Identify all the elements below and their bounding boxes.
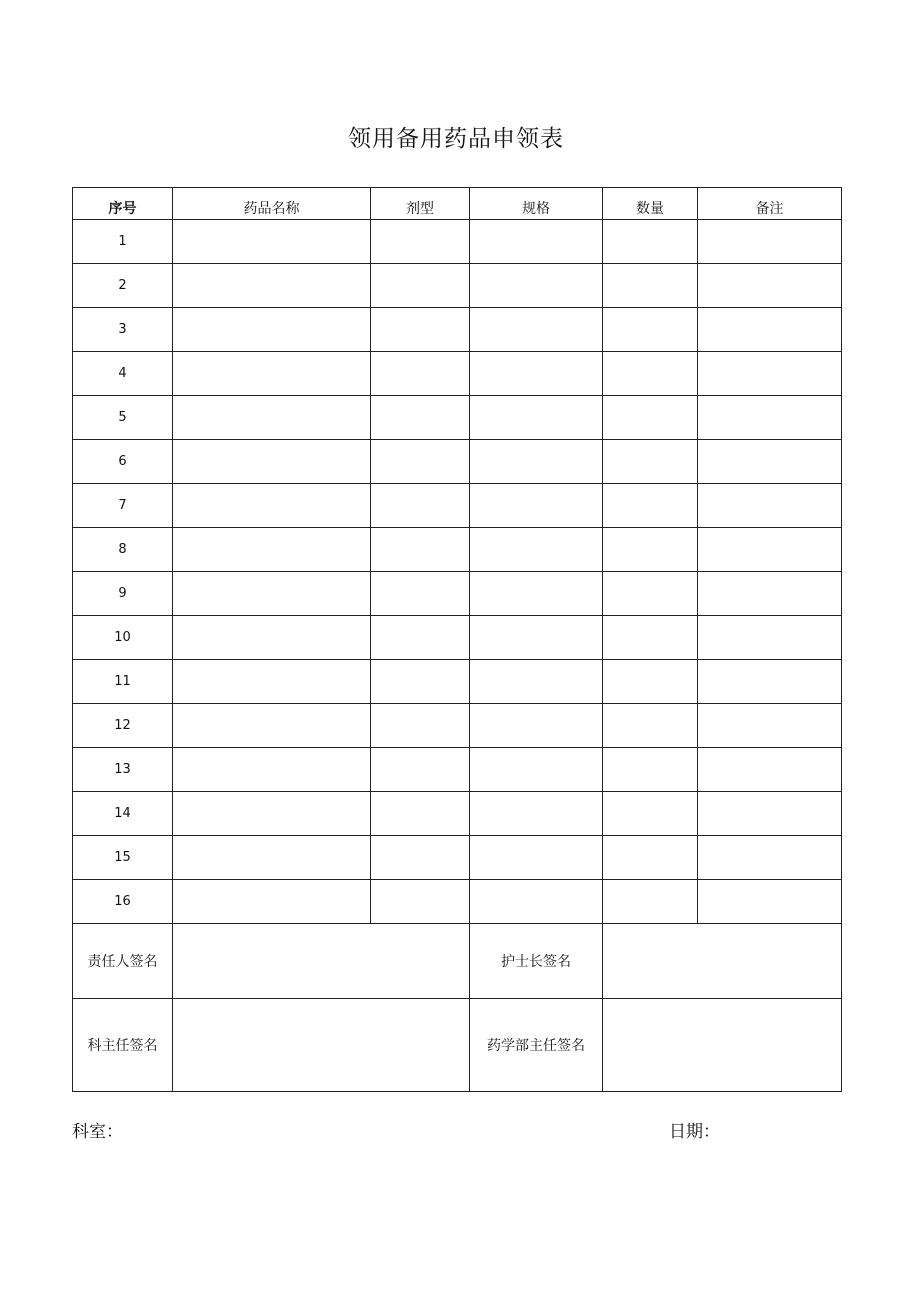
- drug-name-cell[interactable]: [173, 440, 371, 484]
- quantity-cell[interactable]: [603, 572, 698, 616]
- row-number: 12: [73, 704, 173, 748]
- dosage-form-cell[interactable]: [371, 836, 470, 880]
- quantity-cell[interactable]: [603, 396, 698, 440]
- specification-cell[interactable]: [470, 572, 603, 616]
- row-number: 13: [73, 748, 173, 792]
- row-number: 9: [73, 572, 173, 616]
- table-row: [73, 660, 842, 704]
- quantity-cell[interactable]: [603, 836, 698, 880]
- specification-cell[interactable]: [470, 484, 603, 528]
- row-number: 1: [73, 220, 173, 264]
- table-row: [73, 440, 842, 484]
- specification-cell[interactable]: [470, 704, 603, 748]
- quantity-cell[interactable]: [603, 220, 698, 264]
- remarks-cell[interactable]: [698, 836, 842, 880]
- table-row: [73, 572, 842, 616]
- drug-name-cell[interactable]: [173, 484, 371, 528]
- quantity-cell[interactable]: [603, 616, 698, 660]
- drug-name-cell[interactable]: [173, 352, 371, 396]
- quantity-cell[interactable]: [603, 528, 698, 572]
- dosage-form-cell[interactable]: [371, 660, 470, 704]
- quantity-cell[interactable]: [603, 704, 698, 748]
- remarks-cell[interactable]: [698, 528, 842, 572]
- row-number: 11: [73, 660, 173, 704]
- dosage-form-cell[interactable]: [371, 572, 470, 616]
- drug-name-cell[interactable]: [173, 264, 371, 308]
- remarks-cell[interactable]: [698, 264, 842, 308]
- requisition-table: [72, 187, 842, 1092]
- specification-cell[interactable]: [470, 792, 603, 836]
- signature-row-1: [73, 924, 842, 999]
- head-nurse-signature-field[interactable]: [603, 924, 842, 999]
- pharmacy-director-signature-field[interactable]: [603, 999, 842, 1092]
- drug-name-cell[interactable]: [173, 880, 371, 924]
- specification-cell[interactable]: [470, 880, 603, 924]
- specification-cell[interactable]: [470, 616, 603, 660]
- specification-cell[interactable]: [470, 440, 603, 484]
- table-row: [73, 836, 842, 880]
- specification-cell[interactable]: [470, 396, 603, 440]
- department-label: 科室：: [72, 1122, 123, 1142]
- pharmacy-director-signature-label: 药学部主任签名: [470, 999, 603, 1092]
- dosage-form-cell[interactable]: [371, 264, 470, 308]
- dosage-form-cell[interactable]: [371, 352, 470, 396]
- specification-cell[interactable]: [470, 836, 603, 880]
- dept-director-signature-field[interactable]: [173, 999, 470, 1092]
- quantity-cell[interactable]: [603, 264, 698, 308]
- drug-name-cell[interactable]: [173, 660, 371, 704]
- header-quantity: 数量: [603, 188, 698, 220]
- table-row: [73, 880, 842, 924]
- specification-cell[interactable]: [470, 308, 603, 352]
- quantity-cell[interactable]: [603, 660, 698, 704]
- row-number: 10: [73, 616, 173, 660]
- table-header-row: [73, 188, 842, 220]
- page-title: 领用备用药品申领表: [348, 126, 564, 152]
- remarks-cell[interactable]: [698, 572, 842, 616]
- remarks-cell[interactable]: [698, 352, 842, 396]
- dosage-form-cell[interactable]: [371, 396, 470, 440]
- drug-name-cell[interactable]: [173, 528, 371, 572]
- table-row: [73, 308, 842, 352]
- table-body: [73, 220, 842, 924]
- dosage-form-cell[interactable]: [371, 704, 470, 748]
- row-number: 16: [73, 880, 173, 924]
- specification-cell[interactable]: [470, 264, 603, 308]
- row-number: 8: [73, 528, 173, 572]
- drug-name-cell[interactable]: [173, 220, 371, 264]
- remarks-cell[interactable]: [698, 616, 842, 660]
- table-row: [73, 748, 842, 792]
- table-row: [73, 396, 842, 440]
- quantity-cell[interactable]: [603, 440, 698, 484]
- header-dosage-form: 剂型: [371, 188, 470, 220]
- dosage-form-cell[interactable]: [371, 748, 470, 792]
- dosage-form-cell[interactable]: [371, 880, 470, 924]
- specification-cell[interactable]: [470, 220, 603, 264]
- quantity-cell[interactable]: [603, 880, 698, 924]
- remarks-cell[interactable]: [698, 880, 842, 924]
- table-row: [73, 704, 842, 748]
- dosage-form-cell[interactable]: [371, 440, 470, 484]
- remarks-cell[interactable]: [698, 792, 842, 836]
- head-nurse-signature-label: 护士长签名: [470, 924, 603, 999]
- remarks-cell[interactable]: [698, 440, 842, 484]
- dept-director-signature-label: 科主任签名: [73, 999, 173, 1092]
- header-remarks: 备注: [698, 188, 842, 220]
- date-label: 日期：: [669, 1122, 720, 1142]
- quantity-cell[interactable]: [603, 308, 698, 352]
- specification-cell[interactable]: [470, 748, 603, 792]
- quantity-cell[interactable]: [603, 352, 698, 396]
- table-row: [73, 792, 842, 836]
- header-drug-name: 药品名称: [173, 188, 371, 220]
- responsible-signature-field[interactable]: [173, 924, 470, 999]
- row-number: 7: [73, 484, 173, 528]
- dosage-form-cell[interactable]: [371, 528, 470, 572]
- remarks-cell[interactable]: [698, 396, 842, 440]
- remarks-cell[interactable]: [698, 704, 842, 748]
- table-row: [73, 484, 842, 528]
- drug-name-cell[interactable]: [173, 792, 371, 836]
- signature-row-2: [73, 999, 842, 1092]
- table-row: [73, 220, 842, 264]
- remarks-cell[interactable]: [698, 748, 842, 792]
- row-number: 3: [73, 308, 173, 352]
- drug-name-cell[interactable]: [173, 616, 371, 660]
- specification-cell[interactable]: [470, 528, 603, 572]
- drug-name-cell[interactable]: [173, 836, 371, 880]
- dosage-form-cell[interactable]: [371, 484, 470, 528]
- table-row: [73, 352, 842, 396]
- remarks-cell[interactable]: [698, 308, 842, 352]
- specification-cell[interactable]: [470, 660, 603, 704]
- header-specification: 规格: [470, 188, 603, 220]
- drug-name-cell[interactable]: [173, 396, 371, 440]
- quantity-cell[interactable]: [603, 484, 698, 528]
- table-row: [73, 264, 842, 308]
- table-row: [73, 616, 842, 660]
- table-row: [73, 528, 842, 572]
- remarks-cell[interactable]: [698, 660, 842, 704]
- specification-cell[interactable]: [470, 352, 603, 396]
- dosage-form-cell[interactable]: [371, 220, 470, 264]
- row-number: 14: [73, 792, 173, 836]
- quantity-cell[interactable]: [603, 792, 698, 836]
- drug-name-cell[interactable]: [173, 308, 371, 352]
- drug-name-cell[interactable]: [173, 572, 371, 616]
- dosage-form-cell[interactable]: [371, 616, 470, 660]
- quantity-cell[interactable]: [603, 748, 698, 792]
- row-number: 6: [73, 440, 173, 484]
- row-number: 15: [73, 836, 173, 880]
- row-number: 4: [73, 352, 173, 396]
- row-number: 2: [73, 264, 173, 308]
- header-seq: 序号: [73, 188, 173, 220]
- row-number: 5: [73, 396, 173, 440]
- remarks-cell[interactable]: [698, 484, 842, 528]
- dosage-form-cell[interactable]: [371, 308, 470, 352]
- drug-name-cell[interactable]: [173, 748, 371, 792]
- remarks-cell[interactable]: [698, 220, 842, 264]
- responsible-signature-label: 责任人签名: [73, 924, 173, 999]
- dosage-form-cell[interactable]: [371, 792, 470, 836]
- drug-name-cell[interactable]: [173, 704, 371, 748]
